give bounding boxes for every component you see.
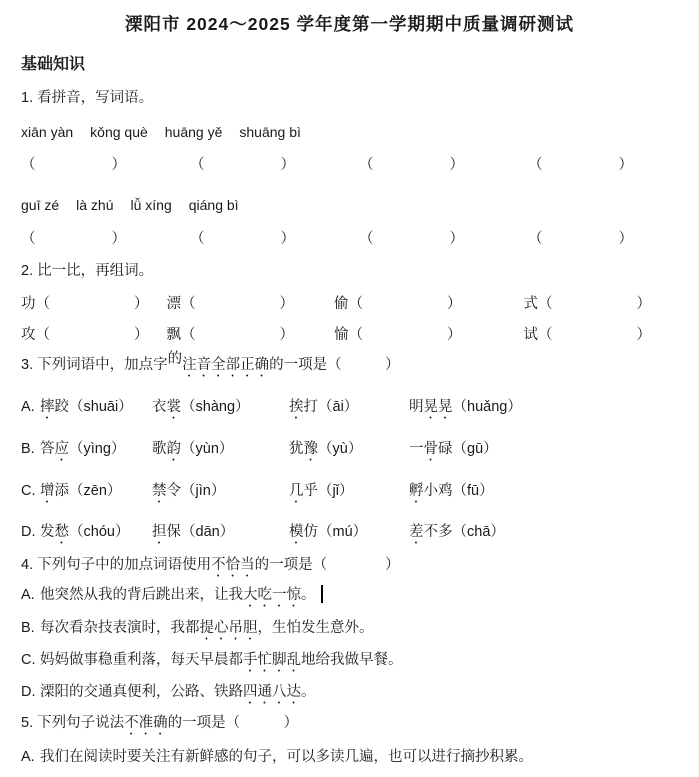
pinyin-word: lǚ xíng xyxy=(130,197,172,213)
pinyin-annotation: （mú） xyxy=(318,524,368,540)
word-group xyxy=(21,294,149,314)
open-paren: （ xyxy=(35,296,50,312)
text-segment: 答 xyxy=(40,441,55,457)
word-with-pinyin xyxy=(152,522,289,547)
emphasized-text: 韵 xyxy=(166,441,181,457)
q3-option-a xyxy=(21,397,522,422)
answer-blank xyxy=(359,229,464,249)
close-paren: ） xyxy=(280,231,295,247)
text-cursor xyxy=(321,585,323,603)
text-segment: 的一项是（ ） xyxy=(167,715,299,731)
text-segment: 地给我做早餐。 xyxy=(301,652,403,668)
text-segment: ，生怕发生意外。 xyxy=(257,620,374,636)
text-segment: 溧阳的交通真便利，公路、铁路 xyxy=(40,684,243,700)
text-segment: 的 xyxy=(167,351,183,367)
character: 漂 xyxy=(166,296,181,312)
q2-row-2 xyxy=(21,325,651,345)
close-paren: ） xyxy=(447,296,462,312)
q3-option-d xyxy=(21,522,505,547)
q1-answer-blanks-row-2 xyxy=(21,229,697,249)
emphasized-text: 手忙脚乱 xyxy=(243,652,301,668)
emphasized-text: 几 xyxy=(289,483,304,499)
open-paren: （ xyxy=(190,157,205,173)
text-segment: 的一项是（ ） xyxy=(269,357,400,373)
word-group xyxy=(167,325,295,345)
q4-option-c xyxy=(21,650,403,675)
open-paren: （ xyxy=(528,231,543,247)
close-paren: ） xyxy=(279,296,294,312)
word-with-pinyin xyxy=(409,481,494,506)
emphasized-text: 挨 xyxy=(289,399,304,415)
answer-blank xyxy=(528,155,633,175)
pinyin-word: kǒng què xyxy=(90,124,148,140)
pinyin-annotation: （yìng） xyxy=(69,441,126,457)
open-paren: （ xyxy=(348,327,363,343)
text-segment: 一 xyxy=(409,441,424,457)
text-segment: 打 xyxy=(303,399,318,415)
answer-blank xyxy=(359,155,464,175)
q4-option-d xyxy=(21,682,316,707)
word-group xyxy=(334,325,462,345)
word-group xyxy=(524,294,652,314)
pinyin-annotation: （jǐ） xyxy=(318,483,354,499)
character: 功 xyxy=(21,296,36,312)
pinyin-annotation: （dān） xyxy=(181,524,235,540)
option-letter: A. xyxy=(21,587,35,603)
word-with-pinyin xyxy=(289,481,409,506)
answer-blank xyxy=(190,229,295,249)
emphasized-text: 不准确 xyxy=(124,715,168,731)
text-segment: 添 xyxy=(54,483,69,499)
emphasized-text: 豫 xyxy=(303,441,318,457)
open-paren: （ xyxy=(538,327,553,343)
word xyxy=(40,483,69,499)
word-with-pinyin xyxy=(40,522,152,547)
open-paren: （ xyxy=(359,231,374,247)
section-heading: 基础知识 xyxy=(21,56,86,73)
text-segment: 跤 xyxy=(54,399,69,415)
close-paren: ） xyxy=(134,296,149,312)
close-paren: ） xyxy=(449,157,464,173)
word-with-pinyin xyxy=(409,397,522,422)
text-segment: 每次看杂技表演时，我都 xyxy=(40,620,200,636)
q4-option-a xyxy=(21,585,323,610)
text-segment: 令 xyxy=(166,483,181,499)
pinyin-word: guī zé xyxy=(21,197,60,213)
word-group xyxy=(21,325,149,345)
emphasized-text: 模 xyxy=(289,524,304,540)
word-group xyxy=(524,325,652,345)
emphasized-text: 四通八达 xyxy=(243,684,301,700)
answer-blank xyxy=(528,229,633,249)
pinyin-annotation: （fū） xyxy=(452,483,494,499)
emphasized-text: 晃晃 xyxy=(423,399,453,415)
open-paren: （ xyxy=(21,157,36,173)
close-paren: ） xyxy=(280,157,295,173)
word xyxy=(152,399,181,415)
text-segment: 他突然从我的背后跳出来，让我 xyxy=(40,587,243,603)
text-segment: 歌 xyxy=(152,441,167,457)
emphasized-text: 提心吊胆 xyxy=(199,620,258,636)
emphasized-text: 差 xyxy=(409,524,424,540)
close-paren: ） xyxy=(111,157,126,173)
answer-blank xyxy=(21,229,126,249)
text-segment: 3. 下列词语中，加点字 xyxy=(21,357,168,373)
emphasized-text: 大吃一惊 xyxy=(243,587,301,603)
pinyin-annotation: （jìn） xyxy=(181,483,226,499)
emphasized-text: 增 xyxy=(40,483,55,499)
word-group xyxy=(167,294,295,314)
q1-answer-blanks-row-1 xyxy=(21,155,697,175)
open-paren: （ xyxy=(181,296,196,312)
text-segment: 发 xyxy=(40,524,55,540)
word xyxy=(40,524,69,540)
open-paren: （ xyxy=(190,231,205,247)
close-paren: ） xyxy=(134,327,149,343)
word-group xyxy=(334,294,462,314)
text-segment: 。 xyxy=(301,587,316,603)
pinyin-word: xiān yàn xyxy=(21,124,74,140)
option-text xyxy=(40,587,323,603)
option-letter: A. xyxy=(21,399,35,415)
q3-option-b xyxy=(21,439,498,464)
pinyin-annotation: （shàng） xyxy=(181,399,250,415)
open-paren: （ xyxy=(21,231,36,247)
option-text xyxy=(40,620,374,636)
text-segment: 4. 下列句子中的加点词语使用 xyxy=(21,557,212,573)
text-segment: 。 xyxy=(301,684,316,700)
option-text xyxy=(40,684,316,700)
emphasized-text: 不恰当 xyxy=(211,557,255,573)
q3-label xyxy=(21,351,400,380)
emphasized-text: 裳 xyxy=(166,399,181,415)
text-segment: 乎 xyxy=(303,483,318,499)
character: 试 xyxy=(523,327,538,343)
pinyin-annotation: （chā） xyxy=(452,524,505,540)
word xyxy=(289,524,318,540)
pinyin-annotation: （chóu） xyxy=(69,524,130,540)
close-paren: ） xyxy=(279,327,294,343)
text-segment: 碌 xyxy=(438,441,453,457)
word-with-pinyin xyxy=(289,397,409,422)
emphasized-text: 孵 xyxy=(409,483,424,499)
option-letter: B. xyxy=(21,620,35,636)
pinyin-word: qiáng bì xyxy=(188,197,239,213)
open-paren: （ xyxy=(348,296,363,312)
pinyin-word: shuāng bì xyxy=(239,124,301,140)
word xyxy=(409,524,453,540)
q4-label xyxy=(21,555,400,580)
option-text xyxy=(40,652,403,668)
word-with-pinyin xyxy=(152,397,289,422)
word-with-pinyin xyxy=(40,439,152,464)
word-with-pinyin xyxy=(409,522,505,547)
word-with-pinyin xyxy=(152,439,289,464)
word xyxy=(409,399,453,415)
word-with-pinyin xyxy=(40,481,152,506)
q4-option-b xyxy=(21,618,374,643)
option-letter: A. xyxy=(21,749,35,765)
word-with-pinyin xyxy=(152,481,289,506)
open-paren: （ xyxy=(538,296,553,312)
word xyxy=(289,399,318,415)
pinyin-annotation: （shuāi） xyxy=(69,399,133,415)
word-with-pinyin xyxy=(409,439,498,464)
page-title: 溧阳市 2024～2025 学年度第一学期期中质量调研测试 xyxy=(124,14,575,34)
option-text xyxy=(40,749,533,765)
text-segment: 不多 xyxy=(423,524,453,540)
emphasized-text: 愁 xyxy=(54,524,69,540)
answer-blank xyxy=(21,155,126,175)
q1-pinyin-row-2 xyxy=(21,195,256,215)
emphasized-text: 应 xyxy=(54,441,69,457)
character: 偷 xyxy=(334,296,349,312)
text-segment: 小鸡 xyxy=(423,483,453,499)
text-segment: 衣 xyxy=(152,399,167,415)
word xyxy=(409,441,453,457)
word xyxy=(289,483,318,499)
word xyxy=(289,441,318,457)
emphasized-text: 担 xyxy=(152,524,167,540)
answer-blank xyxy=(190,155,295,175)
text-segment: 5. 下列句子说法 xyxy=(21,715,125,731)
close-paren: ） xyxy=(618,231,633,247)
close-paren: ） xyxy=(636,327,651,343)
pinyin-annotation: （āi） xyxy=(318,399,359,415)
option-letter: C. xyxy=(21,652,36,668)
pinyin-annotation: （gū） xyxy=(452,441,498,457)
pinyin-word: huāng yě xyxy=(164,124,223,140)
emphasized-text: 摔 xyxy=(40,399,55,415)
open-paren: （ xyxy=(181,327,196,343)
q2-row-1 xyxy=(21,294,651,314)
option-letter: B. xyxy=(21,441,35,457)
q5-option-a xyxy=(21,747,533,767)
option-letter: C. xyxy=(21,483,36,499)
emphasized-text: 骨 xyxy=(423,441,438,457)
text-segment: 仿 xyxy=(303,524,318,540)
close-paren: ） xyxy=(447,327,462,343)
open-paren: （ xyxy=(528,157,543,173)
text-segment: 的一项是（ ） xyxy=(254,557,400,573)
pinyin-annotation: （yù） xyxy=(318,441,363,457)
q3-option-c xyxy=(21,481,494,506)
pinyin-annotation: （zēn） xyxy=(69,483,122,499)
character: 攻 xyxy=(21,327,36,343)
q1-pinyin-row-1 xyxy=(21,122,318,142)
close-paren: ） xyxy=(449,231,464,247)
text-segment: 保 xyxy=(166,524,181,540)
word xyxy=(152,441,181,457)
character: 飘 xyxy=(166,327,181,343)
character: 愉 xyxy=(334,327,349,343)
word-with-pinyin xyxy=(289,522,409,547)
text-segment: 妈妈做事稳重利落，每天早晨都 xyxy=(40,652,243,668)
text-segment: 明 xyxy=(409,399,424,415)
q1-label: 1. 看拼音，写词语。 xyxy=(21,90,154,106)
pinyin-annotation: （huǎng） xyxy=(452,399,522,415)
word xyxy=(152,524,181,540)
text-segment: 我们在阅读时要关注有新鲜感的句子，可以多读几遍，也可以进行摘抄积累。 xyxy=(40,749,533,765)
emphasized-text: 禁 xyxy=(152,483,167,499)
word-with-pinyin xyxy=(289,439,409,464)
word-with-pinyin xyxy=(40,397,152,422)
option-letter: D. xyxy=(21,684,36,700)
close-paren: ） xyxy=(111,231,126,247)
close-paren: ） xyxy=(618,157,633,173)
word xyxy=(409,483,453,499)
q5-label xyxy=(21,713,298,738)
character: 式 xyxy=(523,296,538,312)
emphasized-text: 注音全部正确 xyxy=(182,357,270,373)
word xyxy=(152,483,181,499)
text-segment: 犹 xyxy=(289,441,304,457)
option-letter: D. xyxy=(21,524,36,540)
open-paren: （ xyxy=(35,327,50,343)
word xyxy=(40,441,69,457)
close-paren: ） xyxy=(636,296,651,312)
pinyin-annotation: （yùn） xyxy=(181,441,234,457)
pinyin-word: là zhú xyxy=(76,197,114,213)
open-paren: （ xyxy=(359,157,374,173)
q2-label: 2. 比一比，再组词。 xyxy=(21,263,154,279)
word xyxy=(40,399,69,415)
